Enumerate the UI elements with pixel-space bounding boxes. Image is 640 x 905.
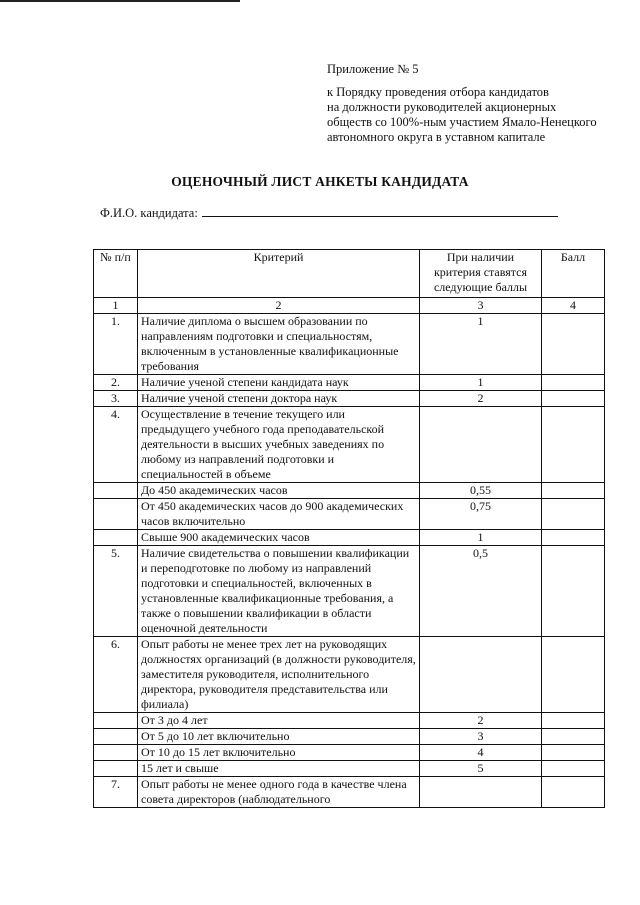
row-criterion: От 5 до 10 лет включительно	[138, 729, 420, 745]
row-score	[542, 314, 605, 375]
row-criterion: Наличие ученой степени кандидата наук	[138, 375, 420, 391]
row-score	[542, 777, 605, 808]
row-num: 2.	[94, 375, 138, 391]
table-row	[94, 391, 605, 407]
table-row	[94, 777, 605, 808]
row-points	[420, 407, 542, 483]
table-row	[94, 745, 605, 761]
row-num	[94, 713, 138, 729]
row-num	[94, 761, 138, 777]
header-num: № п/п	[94, 250, 138, 298]
row-score	[542, 375, 605, 391]
row-criterion: От 10 до 15 лет включительно	[138, 745, 420, 761]
row-num: 6.	[94, 637, 138, 713]
row-score	[542, 530, 605, 546]
row-points: 3	[420, 729, 542, 745]
row-num	[94, 483, 138, 499]
appendix-line: на должности руководителей акционерных	[327, 100, 557, 114]
table-row	[94, 546, 605, 637]
table-row	[94, 530, 605, 546]
col-number: 4	[542, 298, 605, 314]
row-num	[94, 530, 138, 546]
table-row	[94, 729, 605, 745]
col-number: 1	[94, 298, 138, 314]
table-row	[94, 483, 605, 499]
row-criterion: От 450 академических часов до 900 академических часов включительно	[138, 499, 420, 530]
fio-field	[100, 205, 558, 221]
row-num: 1.	[94, 314, 138, 375]
row-score	[542, 761, 605, 777]
row-num: 3.	[94, 391, 138, 407]
appendix-line: к Порядку проведения отбора кандидатов	[327, 85, 549, 99]
evaluation-table	[93, 249, 605, 808]
row-num	[94, 745, 138, 761]
row-criterion: Осуществление в течение текущего или предыдущего учебного года преподавательской деятельности в высших учебных заведениях по любому из направлений подготовки и специальностей в объеме	[138, 407, 420, 483]
column-numbers-row	[94, 298, 605, 314]
fio-label: Ф.И.О. кандидата:	[100, 206, 198, 220]
row-score	[542, 713, 605, 729]
row-num: 4.	[94, 407, 138, 483]
appendix-block	[327, 62, 597, 145]
row-criterion: Опыт работы не менее одного года в качестве члена совета директоров (наблюдательного	[138, 777, 420, 808]
row-criterion: Опыт работы не менее трех лет на руководящих должностях организаций (в должности руководителя, заместителя руководителя, исполнительного директора, руководителя представительства или филиала)	[138, 637, 420, 713]
header-points: При наличии критерия ставятся следующие баллы	[420, 250, 542, 298]
row-criterion: До 450 академических часов	[138, 483, 420, 499]
table-row	[94, 713, 605, 729]
row-criterion: Наличие диплома о высшем образовании по направлениям подготовки и специальностям, включенным в установленные квалификационные требования	[138, 314, 420, 375]
header-criterion: Критерий	[138, 250, 420, 298]
col-number: 3	[420, 298, 542, 314]
header-row	[94, 250, 605, 298]
row-criterion: 15 лет и свыше	[138, 761, 420, 777]
row-points: 1	[420, 314, 542, 375]
row-points	[420, 637, 542, 713]
row-criterion: Наличие свидетельства о повышении квалификации и переподготовке по любому из направлений подготовки и специальностей, включенных в установленные квалификационные требования, а также о повышении квалификации в области оценочной деятельности	[138, 546, 420, 637]
appendix-line: автономного округа в уставном капитале	[327, 130, 546, 144]
row-score	[542, 483, 605, 499]
row-points: 0,75	[420, 499, 542, 530]
row-points	[420, 777, 542, 808]
table-row	[94, 375, 605, 391]
fio-blank-line	[202, 205, 558, 217]
row-score	[542, 546, 605, 637]
top-rule	[0, 0, 240, 2]
header-score: Балл	[542, 250, 605, 298]
row-criterion: Наличие ученой степени доктора наук	[138, 391, 420, 407]
table-row	[94, 314, 605, 375]
row-points: 1	[420, 530, 542, 546]
col-number: 2	[138, 298, 420, 314]
row-points: 0,5	[420, 546, 542, 637]
row-score	[542, 407, 605, 483]
table-row	[94, 407, 605, 483]
table-row	[94, 637, 605, 713]
appendix-title: Приложение № 5	[327, 62, 419, 76]
table-row	[94, 499, 605, 530]
row-criterion: Свыше 900 академических часов	[138, 530, 420, 546]
row-score	[542, 745, 605, 761]
table-row	[94, 761, 605, 777]
row-num: 5.	[94, 546, 138, 637]
row-points: 2	[420, 391, 542, 407]
row-num	[94, 499, 138, 530]
row-points: 4	[420, 745, 542, 761]
row-score	[542, 729, 605, 745]
row-num: 7.	[94, 777, 138, 808]
document-title: ОЦЕНОЧНЫЙ ЛИСТ АНКЕТЫ КАНДИДАТА	[171, 174, 469, 189]
row-score	[542, 499, 605, 530]
row-points: 1	[420, 375, 542, 391]
row-points: 2	[420, 713, 542, 729]
row-points: 5	[420, 761, 542, 777]
appendix-line: обществ со 100%-ным участием Ямало-Ненецкого	[327, 115, 597, 129]
row-num	[94, 729, 138, 745]
row-points: 0,55	[420, 483, 542, 499]
row-score	[542, 637, 605, 713]
row-criterion: От 3 до 4 лет	[138, 713, 420, 729]
row-score	[542, 391, 605, 407]
